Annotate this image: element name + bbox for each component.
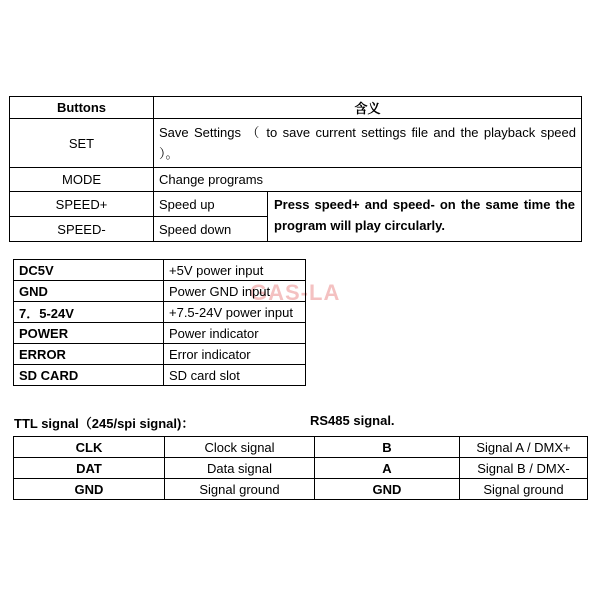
table-row [10,168,582,192]
rs485-signal-name: A [315,458,460,479]
table-row [14,260,306,281]
table-row [14,302,306,323]
port-name: POWER [14,323,164,344]
ttl-signal-desc: Data signal [165,458,315,479]
rs485-signal-desc: Signal ground [460,479,588,500]
port-desc: Power indicator [164,323,306,344]
rs485-signal-desc: Signal A / DMX+ [460,437,588,458]
header-meaning: 含义 [154,97,582,119]
rs485-signal-name: GND [315,479,460,500]
speed-note: Press speed+ and speed- on the same time the program will play circularly. [268,192,582,242]
rs485-signal-desc: Signal B / DMX- [460,458,588,479]
port-name: SD CARD [14,365,164,386]
watermark-text: GAS-LA [250,280,341,305]
port-desc: +7.5-24V power input [164,302,306,323]
signals-table [13,436,588,500]
ttl-signal-name: DAT [14,458,165,479]
port-desc: +5V power input [164,260,306,281]
port-desc: Error indicator [164,344,306,365]
button-desc-mode: Change programs [154,168,582,192]
ttl-signal-name: CLK [14,437,165,458]
ttl-signal-heading: TTL signal（245/spi signal)： [14,416,195,431]
buttons-table [9,96,582,242]
ports-table [13,259,306,386]
port-name: GND [14,281,164,302]
button-name-set: SET [10,119,154,168]
button-desc-set: Save Settings （ to save current settings file and the playback speed ）。 [154,119,582,168]
rs485-signal-name: B [315,437,460,458]
table-row [14,281,306,302]
table-row [14,458,588,479]
button-name-speed-minus: SPEED- [10,217,154,242]
table-row [10,119,582,168]
table-row [14,365,306,386]
table-row [14,437,588,458]
ttl-signal-desc: Clock signal [165,437,315,458]
table-row [14,323,306,344]
button-name-speed-plus: SPEED+ [10,192,154,217]
table-row [14,344,306,365]
port-name: 7．5-24V [14,302,164,323]
header-buttons: Buttons [10,97,154,119]
port-name: DC5V [14,260,164,281]
port-desc: SD card slot [164,365,306,386]
button-desc-speed-minus: Speed down [154,217,268,242]
table-row [14,479,588,500]
port-name: ERROR [14,344,164,365]
table-row [10,192,582,217]
ttl-signal-desc: Signal ground [165,479,315,500]
rs485-signal-heading: RS485 signal. [310,413,395,428]
button-name-mode: MODE [10,168,154,192]
button-desc-speed-plus: Speed up [154,192,268,217]
ttl-signal-name: GND [14,479,165,500]
buttons-table-header [10,97,582,119]
port-desc: Power GND input [164,281,306,302]
